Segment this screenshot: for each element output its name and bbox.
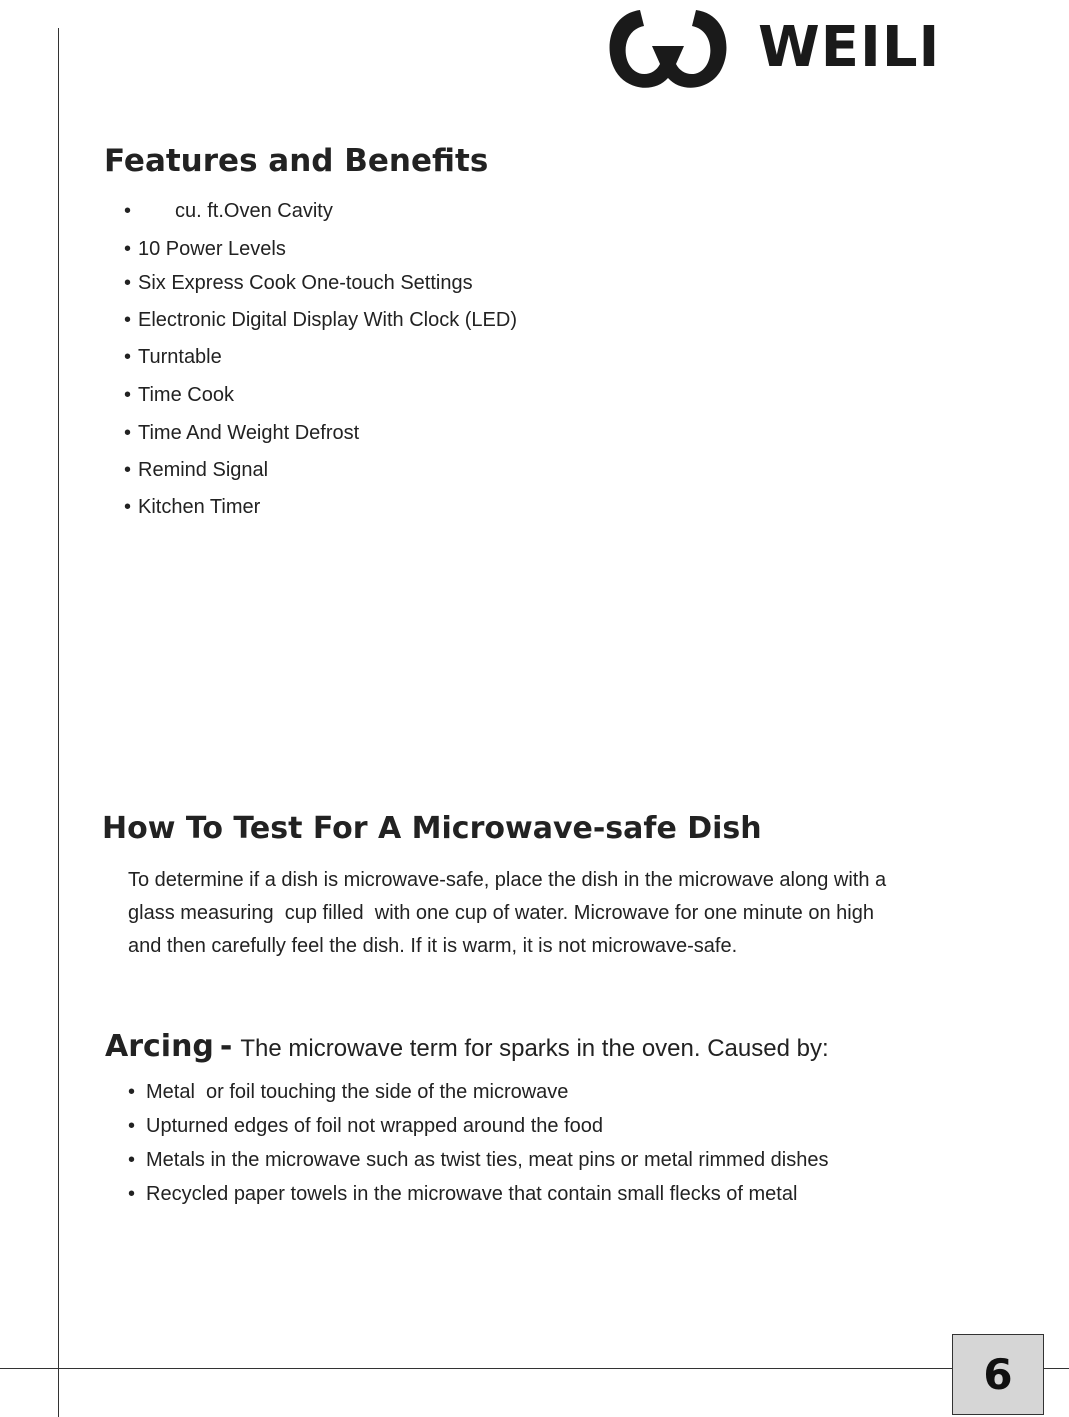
bullet-icon: • [128, 1183, 136, 1205]
feature-item: • 10 Power Levels [124, 238, 286, 260]
arcing-item: • Upturned edges of foil not wrapped around the food [128, 1115, 603, 1137]
arcing-dash: - [219, 1029, 233, 1064]
bullet-icon: • [124, 200, 132, 222]
bullet-icon: • [124, 496, 132, 518]
feature-item: • Electronic Digital Display With Clock (LED) [124, 309, 517, 331]
arcing-heading [105, 1029, 829, 1064]
feature-item: • cu. ft.Oven Cavity [124, 200, 333, 222]
arcing-item: • Metals in the microwave such as twist ties, meat pins or metal rimmed dishes [128, 1149, 829, 1171]
bullet-icon: • [124, 309, 132, 331]
test-title: How To Test For A Microwave-safe Dish [102, 811, 762, 846]
bullet-icon: • [128, 1149, 136, 1171]
feature-item: • Turntable [124, 346, 222, 368]
bullet-icon: • [124, 384, 132, 406]
bullet-icon: • [124, 238, 132, 260]
footer-rule [0, 1368, 1069, 1369]
brand-name: WEILI [758, 14, 941, 80]
test-line: To determine if a dish is microwave-safe, place the dish in the microwave along with a [128, 869, 887, 891]
arcing-item: • Recycled paper towels in the microwave that contain small flecks of metal [128, 1183, 798, 1205]
test-line: and then carefully feel the dish. If it is warm, it is not microwave-safe. [128, 935, 738, 957]
test-paragraph [128, 864, 1008, 963]
bullet-icon: • [128, 1115, 136, 1137]
weili-logo-icon [600, 2, 736, 94]
bullet-icon: • [124, 459, 132, 481]
feature-item: • Remind Signal [124, 459, 269, 481]
bullet-icon: • [124, 272, 132, 294]
left-margin-rule [58, 28, 59, 1417]
arcing-title: Arcing [105, 1029, 214, 1064]
bullet-icon: • [128, 1081, 136, 1103]
features-title: Features and Benefits [104, 143, 489, 179]
brand-logo [600, 0, 940, 95]
test-line: glass measuring cup filled with one cup of water. Microwave for one minute on high [128, 902, 874, 924]
feature-item: • Kitchen Timer [124, 496, 261, 518]
page-number: 6 [952, 1334, 1044, 1415]
bullet-icon: • [124, 422, 132, 444]
arcing-item: • Metal or foil touching the side of the microwave [128, 1081, 569, 1103]
feature-item: • Six Express Cook One-touch Settings [124, 272, 473, 294]
arcing-description: The microwave term for sparks in the oven. Caused by: [240, 1035, 829, 1062]
bullet-icon: • [124, 346, 132, 368]
feature-item: • Time Cook [124, 384, 234, 406]
feature-item: • Time And Weight Defrost [124, 422, 360, 444]
